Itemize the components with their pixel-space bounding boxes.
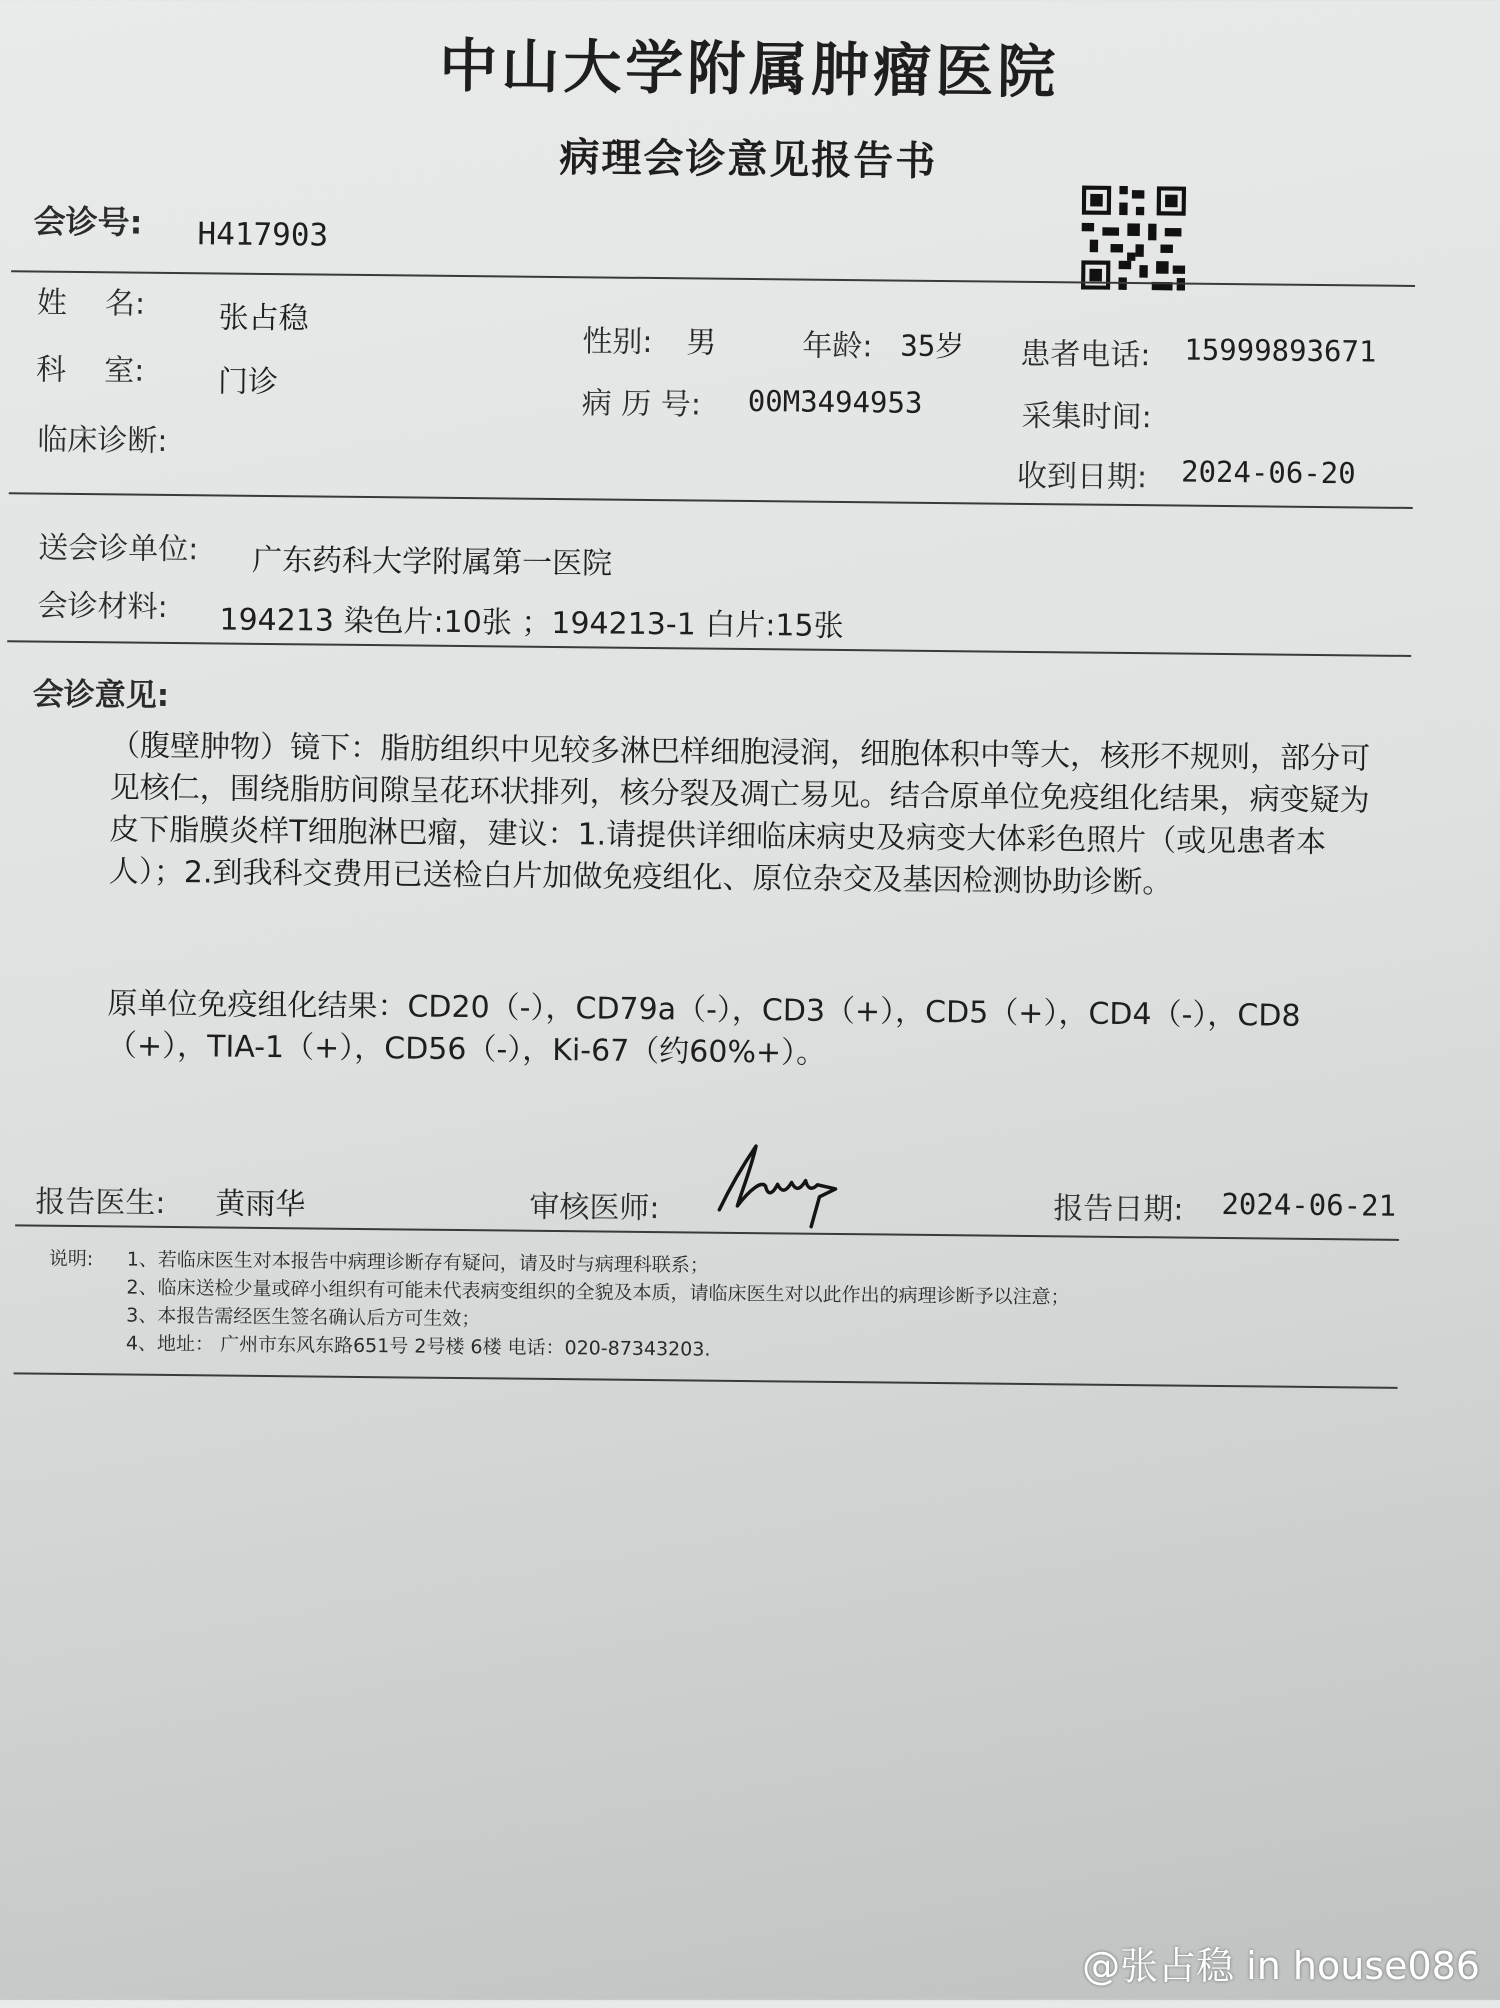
divider-4 — [15, 1224, 1399, 1240]
record-label: 病 历 号: — [581, 386, 702, 423]
dept-label: 科 室: — [35, 352, 145, 389]
phone-label: 患者电话: — [1020, 336, 1151, 374]
report-doctor: 黄雨华 — [215, 1186, 306, 1223]
reviewer-signature — [711, 1140, 842, 1231]
watermark-text: @张占稳 in house086 — [1082, 1944, 1480, 1988]
sender-unit: 广东药科大学附属第一医院 — [251, 542, 613, 582]
patient-record: 00M3494953 — [747, 383, 923, 420]
report-date: 2024-06-21 — [1221, 1187, 1397, 1223]
patient-gender: 男 — [686, 325, 717, 361]
material-label: 会诊材料: — [37, 588, 168, 625]
received-date-label: 收到日期: — [1016, 458, 1148, 496]
notes-section — [48, 1245, 1389, 1371]
qr-code-icon — [1081, 185, 1186, 290]
patient-dept: 门诊 — [217, 364, 279, 401]
patient-age: 35岁 — [900, 328, 965, 364]
notes-head: 说明: — [48, 1247, 94, 1271]
report-date-label: 报告日期: — [1053, 1191, 1184, 1228]
opinion-paragraph-2: 原单位免疫组化结果：CD20（-），CD79a（-），CD3（+），CD5（+），CD4（-），CD8（+），TIA-1（+），CD56（-），Ki-67（约60%+）。 — [106, 986, 1301, 1071]
opinion-paragraph-1: （腹壁肿物）镜下：脂肪组织中见较多淋巴样细胞浸润，细胞体积中等大，核形不规则，部分可见核仁，围绕脂肪间隙呈花环状排列，核分裂及凋亡易见。结合原单位免疫组化结果，病变疑为皮下脂膜炎样T细胞淋巴瘤，建议：1.请提供详细临床病史及病变大体彩色照片（或见患者本人）；2.到我科交费用已送检白片加做免疫组化、原位杂交及基因检测协助诊断。 — [108, 728, 1371, 901]
sender-unit-label: 送会诊单位: — [38, 530, 199, 568]
age-label: 年龄: — [802, 328, 873, 365]
reviewer-label: 审核医师: — [529, 1189, 660, 1227]
collect-time-label: 采集时间: — [1021, 398, 1152, 436]
note-item-2: 2、临床送检少量或碎小组织有可能未代表病变组织的全貌及本质，请临床医生对以此作出的病理诊断予以注意； — [126, 1276, 1070, 1309]
opinion-label: 会诊意见: — [32, 676, 170, 714]
consult-no-value: H417903 — [197, 216, 329, 254]
note-item-1: 1、若临床医生对本报告中病理诊断存有疑问，请及时与病理科联系； — [126, 1248, 709, 1277]
note-item-4: 4、地址： 广州市东风东路651号 2号楼 6楼 电话：020-87343203. — [125, 1332, 711, 1361]
received-date: 2024-06-20 — [1180, 454, 1356, 491]
consult-no-label: 会诊号: — [33, 202, 143, 242]
report-doctor-label: 报告医生: — [35, 1184, 166, 1221]
divider-1 — [11, 270, 1415, 287]
patient-name: 张占稳 — [218, 300, 309, 337]
name-label: 姓 名: — [36, 285, 146, 322]
clinical-diagnosis-label: 临床诊断: — [37, 422, 168, 459]
note-item-3: 3、本报告需经医生签名确认后方可生效； — [126, 1304, 481, 1331]
gender-label: 性别: — [582, 324, 653, 360]
divider-5 — [14, 1372, 1398, 1388]
material-value: 194213 染色片:10张 ；194213-1 白片:15张 — [219, 602, 844, 645]
report-title: 病理会诊意见报告书 — [559, 135, 938, 185]
patient-phone: 15999893671 — [1184, 332, 1377, 369]
divider-2 — [9, 492, 1413, 509]
hospital-name: 中山大学附属肿瘤医院 — [438, 31, 1060, 107]
